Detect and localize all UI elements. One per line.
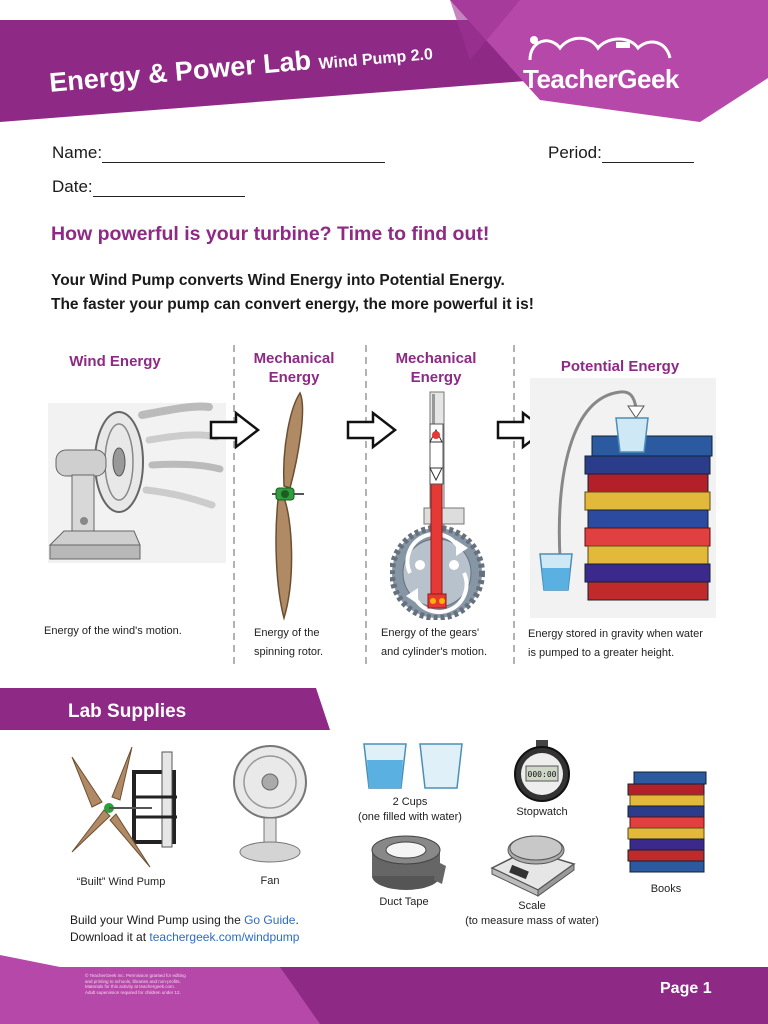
date-label: Date: bbox=[52, 177, 93, 196]
stopwatch-display: 000:00 bbox=[527, 770, 557, 779]
logo-text: TeacherGeek bbox=[523, 64, 679, 94]
page-title: Energy & Power Lab bbox=[48, 45, 313, 98]
supply-scale-label: Scale (to measure mass of water) bbox=[465, 900, 599, 927]
page-number: Page 1 bbox=[660, 980, 712, 997]
headline: How powerful is your turbine? Time to find out! bbox=[51, 223, 490, 245]
books-water-icon bbox=[530, 378, 716, 618]
scale-icon bbox=[488, 830, 578, 898]
build-instructions: Build your Wind Pump using the Go Guide. Download it at teachergeek.com/windpump bbox=[70, 913, 300, 944]
period-label: Period: bbox=[548, 143, 602, 162]
gear-cylinder-icon bbox=[390, 390, 485, 620]
name-label: Name: bbox=[52, 143, 103, 162]
go-guide-link[interactable]: Go Guide bbox=[244, 913, 296, 927]
supply-wind-pump-label: “Built” Wind Pump bbox=[76, 876, 166, 888]
stage-caption-rotor: Energy of the spinning rotor. bbox=[254, 627, 324, 658]
stage-caption-gears: Energy of the gears' and cylinder's motion. bbox=[381, 627, 488, 658]
spinning-rotor-icon bbox=[262, 388, 312, 623]
stage-caption-wind: Energy of the wind's motion. bbox=[44, 625, 182, 637]
stage-title-wind: Wind Energy bbox=[69, 353, 161, 370]
period-field[interactable] bbox=[548, 143, 694, 163]
cups-icon bbox=[360, 742, 470, 792]
supply-cups-label: 2 Cups (one filled with water) bbox=[358, 796, 462, 823]
fan-icon bbox=[232, 740, 312, 870]
supply-fan-label: Fan bbox=[260, 875, 280, 887]
supply-books-label: Books bbox=[650, 883, 682, 895]
lab-subtitle: Wind Pump 2.0 bbox=[318, 46, 434, 73]
lab-supplies-title: Lab Supplies bbox=[68, 701, 187, 722]
stage-caption-potential: Energy stored in gravity when water is pumped to a greater height. bbox=[528, 628, 703, 659]
supply-stopwatch-label: Stopwatch bbox=[516, 806, 568, 818]
intro-line-1: Your Wind Pump converts Wind Energy into Potential Energy. bbox=[51, 272, 505, 289]
duct-tape-icon bbox=[368, 832, 448, 894]
wind-pump-icon bbox=[62, 742, 197, 870]
stage-title-gears: Mechanical Energy bbox=[395, 350, 477, 386]
arrow-right-icon bbox=[208, 410, 262, 450]
desk-fan-icon bbox=[44, 395, 230, 570]
stopwatch-icon bbox=[510, 738, 574, 802]
books-icon bbox=[620, 768, 712, 878]
date-field[interactable] bbox=[52, 177, 245, 197]
supply-tape-label: Duct Tape bbox=[379, 896, 429, 908]
name-field[interactable] bbox=[52, 143, 385, 163]
download-link[interactable]: teachergeek.com/windpump bbox=[149, 930, 300, 944]
intro-line-2: The faster your pump can convert energy, the more powerful it is! bbox=[51, 296, 534, 313]
footer-legal: © TeacherGeek Inc. Permission granted for editing and printing to schools, libraries and non-profits. Materials for this activity at teachergeek.com. Adult supervision required for children under 12. bbox=[85, 973, 186, 995]
stage-title-potential: Potential Energy bbox=[560, 358, 680, 375]
stage-title-rotor: Mechanical Energy bbox=[253, 350, 335, 386]
